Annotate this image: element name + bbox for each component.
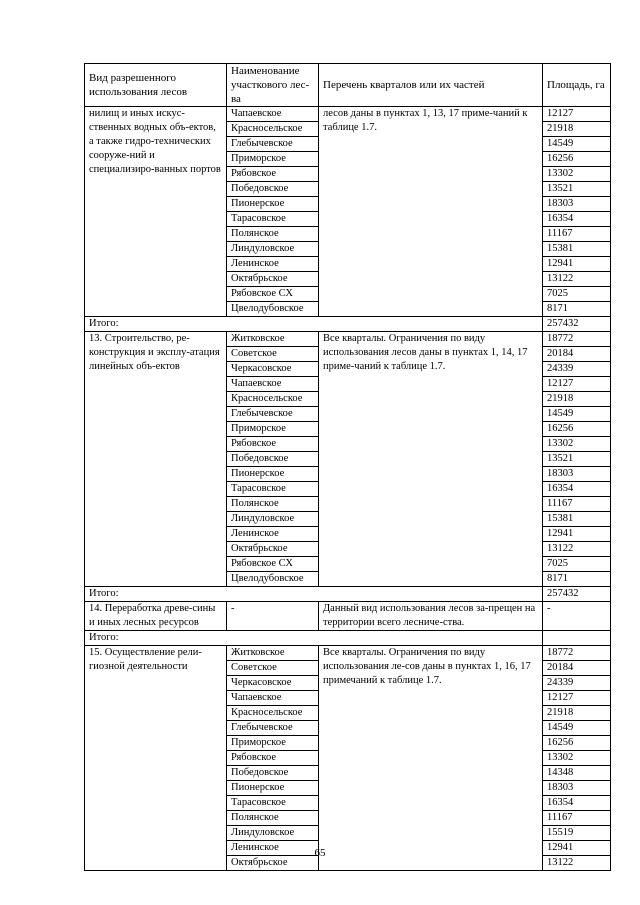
area-value: 13122 — [543, 856, 611, 871]
total-value: 257432 — [543, 587, 611, 602]
area-value: 14549 — [543, 407, 611, 422]
area-value: 15519 — [543, 826, 611, 841]
area-value: 16354 — [543, 796, 611, 811]
quarters-cell: Все кварталы. Ограничения по виду использования лесов даны в пунктах 1, 14, 17 приме-чаний к таблице 1.7. — [319, 332, 543, 587]
district-name: Полянское — [227, 811, 319, 826]
district-name: Победовское — [227, 452, 319, 467]
district-name: Октябрьское — [227, 272, 319, 287]
district-name: Советское — [227, 661, 319, 676]
area-value: 11167 — [543, 227, 611, 242]
total-label: Итого: — [85, 317, 543, 332]
area-value: 12127 — [543, 377, 611, 392]
district-name: Черкасовское — [227, 676, 319, 691]
area-value: 21918 — [543, 706, 611, 721]
use-cell: 13. Строительство, ре-конструкция и эксплу-атация линейных объ-ектов — [85, 332, 227, 587]
district-name: Тарасовское — [227, 796, 319, 811]
area-value: 11167 — [543, 497, 611, 512]
area-value: 7025 — [543, 557, 611, 572]
district-name: Ленинское — [227, 527, 319, 542]
forest-use-table — [84, 63, 611, 871]
district-name: Красносельское — [227, 122, 319, 137]
district-name: Чапаевское — [227, 691, 319, 706]
district-name: Житковское — [227, 646, 319, 661]
district-name: Тарасовское — [227, 482, 319, 497]
district-name: Цвелодубовское — [227, 302, 319, 317]
district-name: Ленинское — [227, 257, 319, 272]
area-value: 18303 — [543, 781, 611, 796]
quarters-cell: лесов даны в пунктах 1, 13, 17 приме-чаний к таблице 1.7. — [319, 107, 543, 317]
district-name: Приморское — [227, 422, 319, 437]
total-row — [85, 631, 611, 646]
quarters-cell: Данный вид использования лесов за-прещен на территории всего лесниче-ства. — [319, 602, 543, 631]
district-name: Тарасовское — [227, 212, 319, 227]
district-name: Черкасовское — [227, 362, 319, 377]
district-name: Советское — [227, 347, 319, 362]
district-name: Глебычевское — [227, 137, 319, 152]
area-value: 21918 — [543, 122, 611, 137]
district-name: Победовское — [227, 766, 319, 781]
district-name: Полянское — [227, 497, 319, 512]
area-value: 12941 — [543, 527, 611, 542]
area-value: 14348 — [543, 766, 611, 781]
use-cell: нилищ и иных искус-ственных водных объ-ектов, а также гидро-технических сооруже-ний и специализиро-ванных портов — [85, 107, 227, 317]
district-name: Рябовское — [227, 167, 319, 182]
header-district: Наименование участкового лес-ва — [227, 64, 319, 107]
total-value — [543, 631, 611, 646]
table-row — [85, 646, 611, 661]
district-name: Рябовское СХ — [227, 557, 319, 572]
area-value: 14549 — [543, 721, 611, 736]
total-value: 257432 — [543, 317, 611, 332]
use-cell: 15. Осуществление рели-гиозной деятельности — [85, 646, 227, 871]
area-value: 18772 — [543, 646, 611, 661]
area-value: 16256 — [543, 422, 611, 437]
area-value: - — [543, 602, 611, 631]
district-name: Пионерское — [227, 781, 319, 796]
area-value: 13122 — [543, 542, 611, 557]
district-name: Рябовское — [227, 437, 319, 452]
area-value: 13302 — [543, 167, 611, 182]
district-name: Цвелодубовское — [227, 572, 319, 587]
area-value: 13302 — [543, 751, 611, 766]
district-name: Красносельское — [227, 706, 319, 721]
area-value: 18303 — [543, 467, 611, 482]
area-value: 20184 — [543, 661, 611, 676]
area-value: 8171 — [543, 572, 611, 587]
district-name: Полянское — [227, 227, 319, 242]
district-name: Приморское — [227, 152, 319, 167]
district-name: Житковское — [227, 332, 319, 347]
district-name: Октябрьское — [227, 856, 319, 871]
area-value: 24339 — [543, 362, 611, 377]
area-value: 14549 — [543, 137, 611, 152]
district-name: Ленинское — [227, 841, 319, 856]
area-value: 13521 — [543, 452, 611, 467]
district-name: Чапаевское — [227, 107, 319, 122]
district-name: Линдуловское — [227, 242, 319, 257]
header-area: Площадь, га — [543, 64, 611, 107]
district-name: Пионерское — [227, 467, 319, 482]
header-quarters: Перечень кварталов или их частей — [319, 64, 543, 107]
area-value: 18303 — [543, 197, 611, 212]
area-value: 12941 — [543, 841, 611, 856]
header-use: Вид разрешенного использования лесов — [85, 64, 227, 107]
area-value: 16256 — [543, 152, 611, 167]
total-label: Итого: — [85, 587, 543, 602]
district-name: Рябовское — [227, 751, 319, 766]
quarters-cell: Все кварталы. Ограничения по виду использования ле-сов даны в пунктах 1, 16, 17 примечаний к таблице 1.7. — [319, 646, 543, 871]
district-name: Рябовское СХ — [227, 287, 319, 302]
district-name: Октябрьское — [227, 542, 319, 557]
area-value: 13521 — [543, 182, 611, 197]
area-value: 18772 — [543, 332, 611, 347]
total-row — [85, 317, 611, 332]
district-name: Линдуловское — [227, 826, 319, 841]
table-header-row — [85, 64, 611, 107]
area-value: 15381 — [543, 512, 611, 527]
area-value: 13302 — [543, 437, 611, 452]
area-value: 24339 — [543, 676, 611, 691]
total-label: Итого: — [85, 631, 543, 646]
table-row — [85, 602, 611, 631]
area-value: 11167 — [543, 811, 611, 826]
district-name: Глебычевское — [227, 407, 319, 422]
area-value: 12127 — [543, 691, 611, 706]
page-number: 65 — [314, 847, 326, 859]
area-value: 16256 — [543, 736, 611, 751]
area-value: 12941 — [543, 257, 611, 272]
table-row — [85, 107, 611, 122]
district-name: - — [227, 602, 319, 631]
area-value: 20184 — [543, 347, 611, 362]
district-name: Глебычевское — [227, 721, 319, 736]
area-value: 21918 — [543, 392, 611, 407]
area-value: 8171 — [543, 302, 611, 317]
table-row — [85, 332, 611, 347]
district-name: Победовское — [227, 182, 319, 197]
area-value: 7025 — [543, 287, 611, 302]
area-value: 16354 — [543, 482, 611, 497]
total-row — [85, 587, 611, 602]
district-name: Пионерское — [227, 197, 319, 212]
district-name: Чапаевское — [227, 377, 319, 392]
area-value: 13122 — [543, 272, 611, 287]
area-value: 16354 — [543, 212, 611, 227]
district-name: Линдуловское — [227, 512, 319, 527]
area-value: 12127 — [543, 107, 611, 122]
district-name: Приморское — [227, 736, 319, 751]
use-cell: 14. Переработка древе-сины и иных лесных ресурсов — [85, 602, 227, 631]
area-value: 15381 — [543, 242, 611, 257]
district-name: Красносельское — [227, 392, 319, 407]
